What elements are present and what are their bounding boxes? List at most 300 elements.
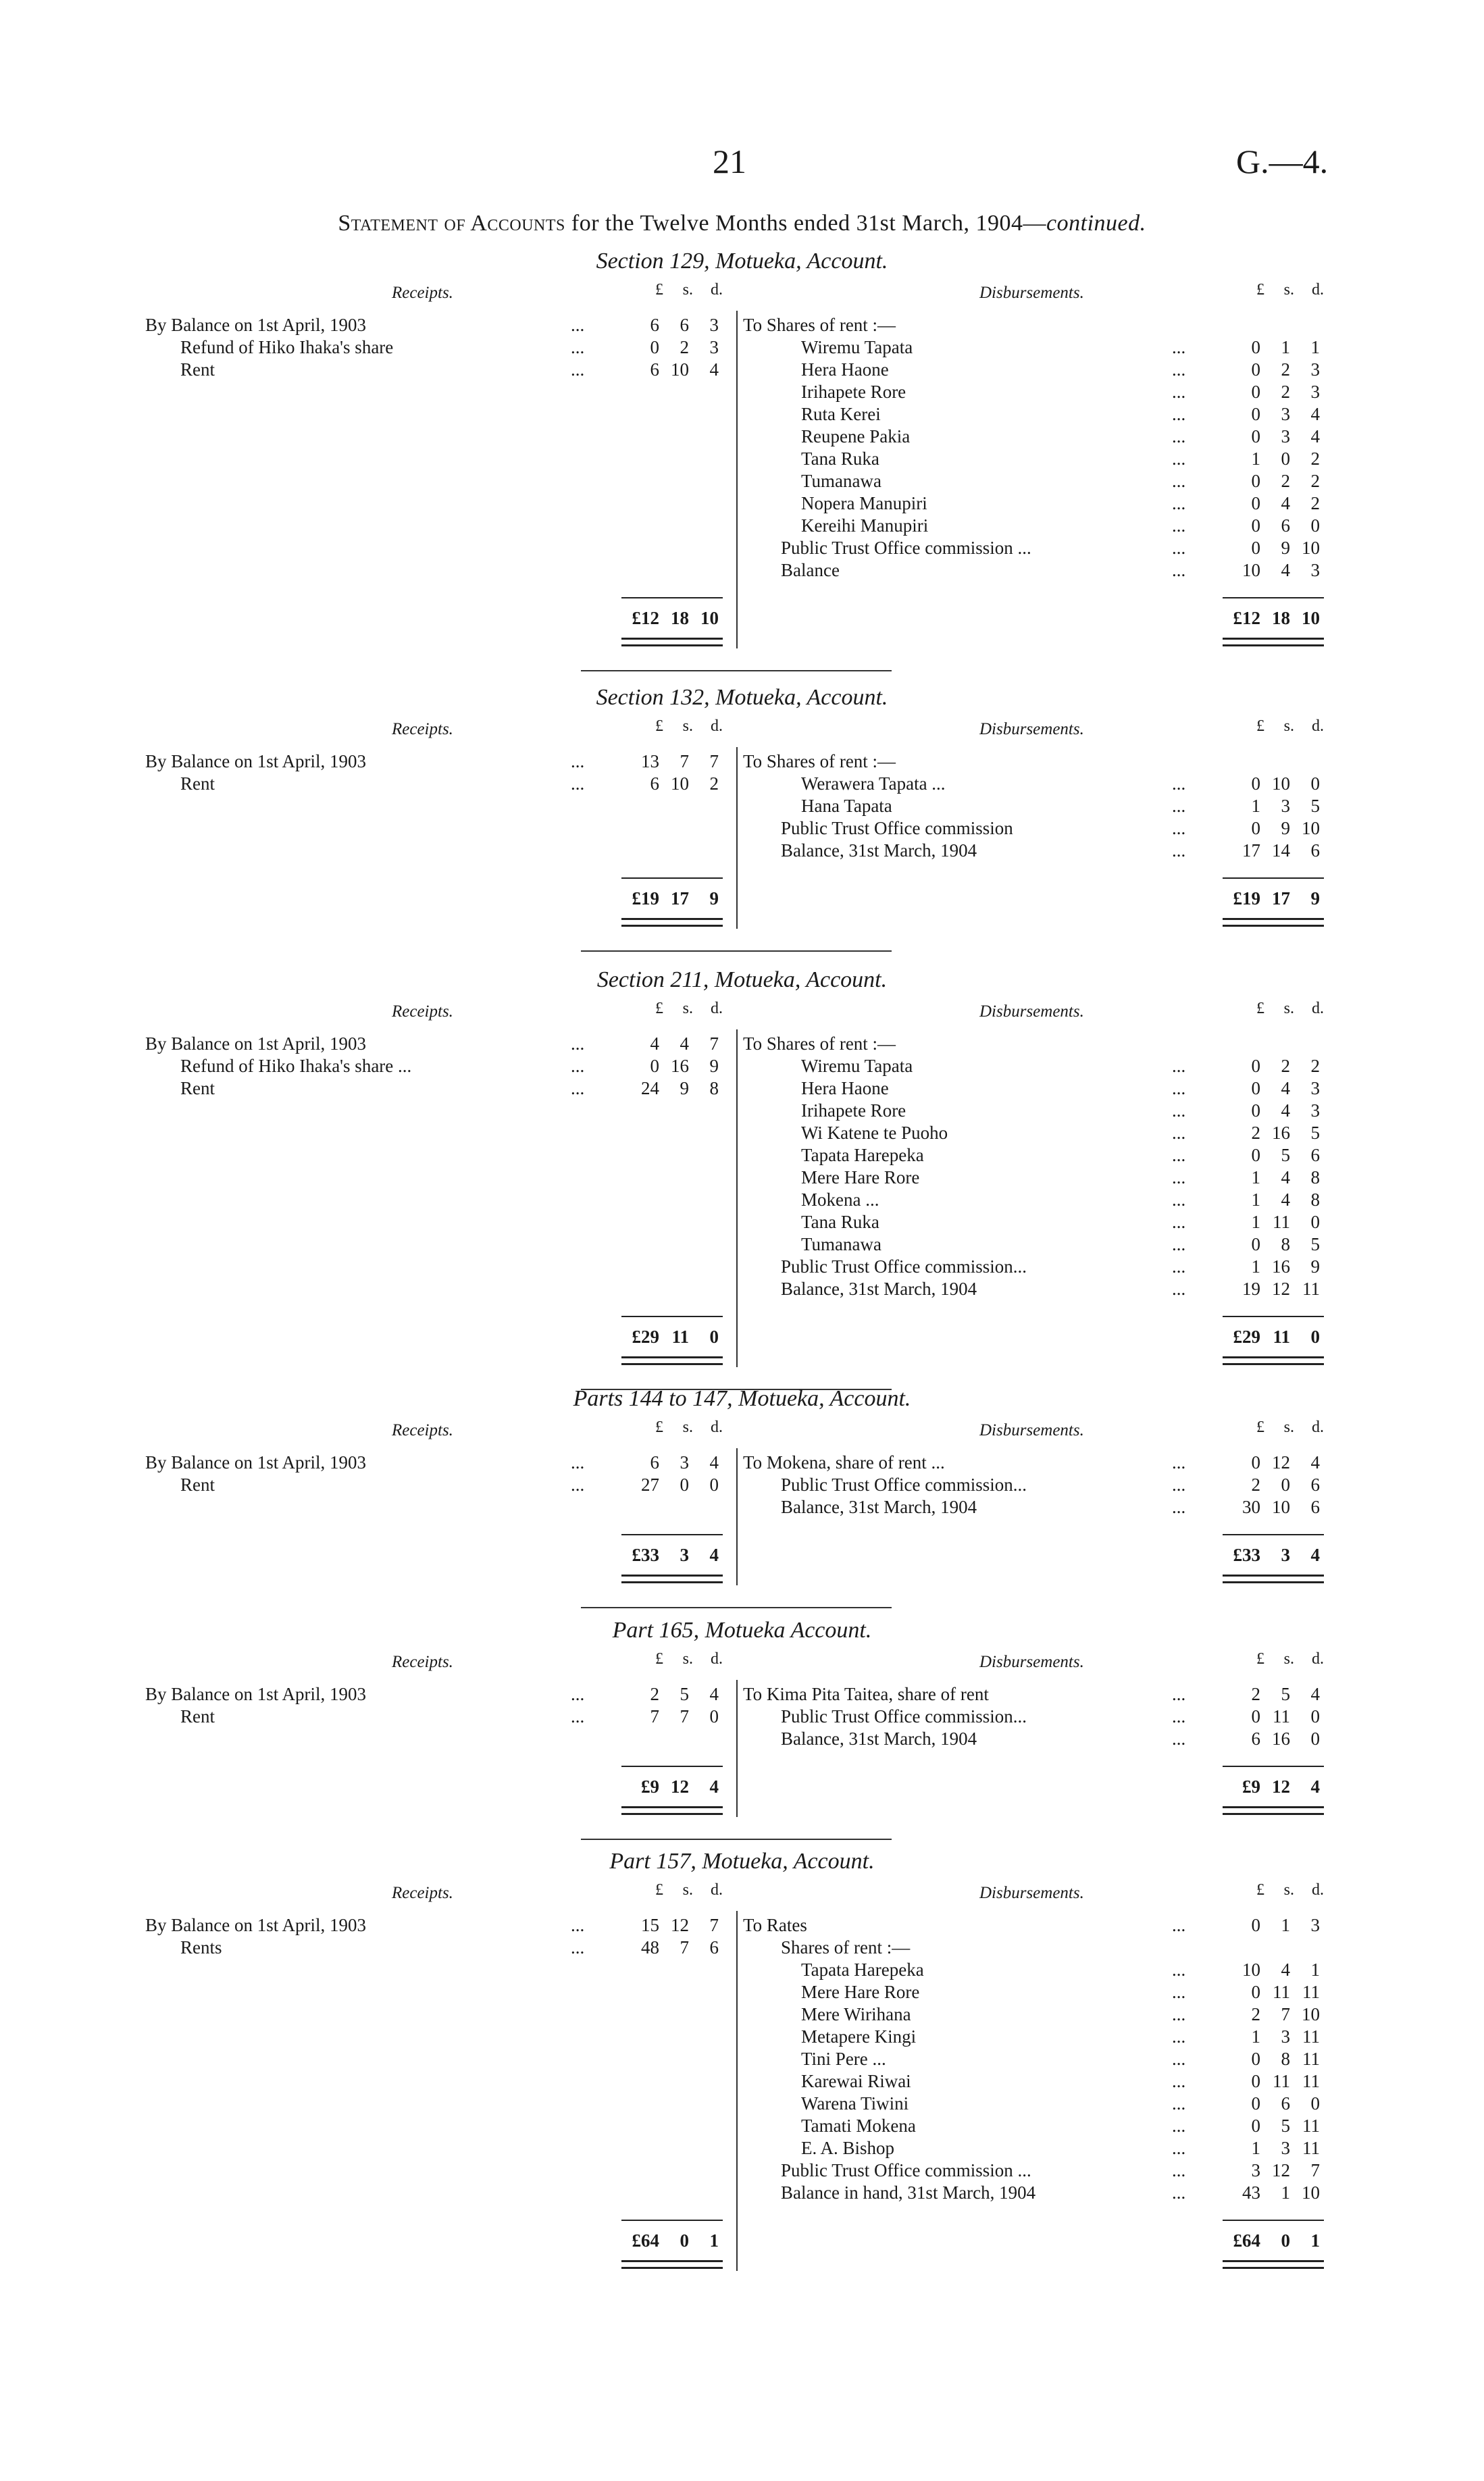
disbursement-amount bbox=[1225, 2070, 1320, 2093]
disbursement-amount bbox=[1225, 2137, 1320, 2159]
disbursements-subtotal-rule bbox=[1223, 1316, 1324, 1317]
receipts-heading: Receipts. bbox=[392, 1884, 453, 1902]
account-section bbox=[0, 1386, 1484, 1599]
disbursement-amount-pounds: 2 bbox=[1251, 1123, 1260, 1143]
disbursement-amount-pence: 9 bbox=[1310, 1256, 1320, 1277]
leader-dots: ... bbox=[1172, 493, 1186, 513]
disbursement-amount-pence: 3 bbox=[1310, 1100, 1320, 1121]
section-title: Part 165, Motueka Account. bbox=[612, 1618, 872, 1643]
disbursements-total-shillings: 0 bbox=[1281, 2230, 1290, 2251]
disbursement-amount-pence: 4 bbox=[1310, 1684, 1320, 1704]
receipts-currency-header bbox=[628, 717, 723, 736]
receipts-heading: Receipts. bbox=[392, 1421, 453, 1439]
disbursement-amount bbox=[1225, 2114, 1320, 2137]
section-separator bbox=[581, 1839, 892, 1840]
disbursements-total-pence: 4 bbox=[1310, 1545, 1320, 1565]
receipt-amount-pence: 4 bbox=[709, 1452, 719, 1473]
disbursement-amount bbox=[1225, 559, 1320, 582]
receipt-amount-pounds: 15 bbox=[641, 1915, 659, 1935]
disbursement-amount-pounds: 1 bbox=[1251, 1256, 1260, 1277]
disbursements-total-double-rule bbox=[1223, 1356, 1324, 1365]
receipts-heading: Receipts. bbox=[392, 720, 453, 738]
leader-dots: ... bbox=[1172, 1145, 1186, 1165]
receipts-total-pence: 0 bbox=[709, 1327, 719, 1347]
disbursements-total bbox=[1225, 1775, 1320, 1798]
receipt-amount bbox=[624, 772, 719, 795]
currency-pounds-label: £ bbox=[655, 281, 663, 299]
currency-pounds-label: £ bbox=[655, 1000, 663, 1017]
leader-dots: ... bbox=[571, 1078, 585, 1098]
disbursement-amount-pence: 5 bbox=[1310, 796, 1320, 816]
leader-dots: ... bbox=[1172, 1960, 1186, 1980]
receipt-amount-pence: 6 bbox=[709, 1937, 719, 1958]
receipt-amount bbox=[624, 1451, 719, 1474]
leader-dots: ... bbox=[1172, 1078, 1186, 1098]
disbursement-amount-shillings: 4 bbox=[1281, 1190, 1290, 1210]
column-divider bbox=[736, 1448, 738, 1585]
disbursement-amount bbox=[1225, 839, 1320, 862]
currency-pounds-label: £ bbox=[1256, 717, 1264, 735]
disbursements-currency-header bbox=[1229, 1000, 1324, 1018]
disbursement-amount-pounds: 0 bbox=[1251, 382, 1260, 402]
disbursement-amount-pounds: 17 bbox=[1242, 840, 1260, 861]
disbursement-amount bbox=[1225, 1121, 1320, 1144]
receipts-total-pence: 10 bbox=[700, 608, 719, 628]
disbursement-amount bbox=[1225, 1166, 1320, 1189]
receipt-label: By Balance on 1st April, 1903 bbox=[145, 751, 366, 771]
column-divider bbox=[736, 311, 738, 648]
disbursement-amount-shillings: 11 bbox=[1273, 1212, 1290, 1232]
currency-pence-label: d. bbox=[711, 1881, 723, 1899]
disbursement-amount-pence: 11 bbox=[1302, 1279, 1320, 1299]
leader-dots: ... bbox=[1172, 1234, 1186, 1254]
receipt-amount-shillings: 7 bbox=[680, 1706, 689, 1727]
disbursement-amount-shillings: 3 bbox=[1281, 2138, 1290, 2158]
receipts-total-shillings: 11 bbox=[671, 1327, 689, 1347]
disbursement-amount-pounds: 0 bbox=[1251, 337, 1260, 357]
receipts-total-pence: 4 bbox=[709, 1545, 719, 1565]
leader-dots: ... bbox=[1172, 2138, 1186, 2158]
disbursements-total-pounds: £19 bbox=[1233, 888, 1260, 909]
disbursement-amount bbox=[1225, 1144, 1320, 1167]
receipt-amount-pence: 4 bbox=[709, 1684, 719, 1704]
disbursement-label: Tini Pere ... bbox=[801, 2049, 886, 2069]
disbursements-total-double-rule bbox=[1223, 2260, 1324, 2269]
receipt-amount bbox=[624, 1936, 719, 1959]
disbursements-total-pence: 10 bbox=[1302, 608, 1320, 628]
disbursement-amount-shillings: 4 bbox=[1281, 1960, 1290, 1980]
leader-dots: ... bbox=[1172, 2071, 1186, 2091]
leader-dots: ... bbox=[1172, 1684, 1186, 1704]
receipts-currency-header bbox=[628, 1000, 723, 1018]
disbursement-amount-shillings: 8 bbox=[1281, 1234, 1290, 1254]
receipt-amount-shillings: 5 bbox=[680, 1684, 689, 1704]
disbursement-amount bbox=[1225, 447, 1320, 470]
disbursement-amount bbox=[1225, 1705, 1320, 1728]
disbursement-label: To Mokena, share of rent ... bbox=[743, 1452, 945, 1473]
leader-dots: ... bbox=[1172, 426, 1186, 446]
disbursement-label: Tamati Mokena bbox=[801, 2116, 916, 2136]
disbursement-amount-pounds: 43 bbox=[1242, 2182, 1260, 2203]
leader-dots: ... bbox=[1172, 404, 1186, 424]
disbursements-currency-header bbox=[1229, 1881, 1324, 1899]
disbursement-amount-pence: 11 bbox=[1302, 1982, 1320, 2002]
receipt-amount bbox=[624, 1705, 719, 1728]
disbursement-amount bbox=[1225, 536, 1320, 559]
disbursement-amount-shillings: 3 bbox=[1281, 404, 1290, 424]
disbursement-amount-pounds: 0 bbox=[1251, 471, 1260, 491]
leader-dots: ... bbox=[1172, 2004, 1186, 2024]
disbursement-amount bbox=[1225, 1233, 1320, 1256]
receipts-currency-header bbox=[628, 281, 723, 299]
disbursements-total-double-rule bbox=[1223, 1806, 1324, 1815]
disbursement-amount-shillings: 1 bbox=[1281, 2182, 1290, 2203]
receipt-amount-shillings: 0 bbox=[680, 1475, 689, 1495]
receipts-total-pounds: £12 bbox=[632, 608, 659, 628]
leader-dots: ... bbox=[571, 1033, 585, 1054]
leader-dots: ... bbox=[571, 1915, 585, 1935]
receipt-amount-pence: 7 bbox=[709, 1033, 719, 1054]
receipt-amount-pounds: 7 bbox=[650, 1706, 659, 1727]
receipts-total-shillings: 18 bbox=[671, 608, 689, 628]
receipts-heading: Receipts. bbox=[392, 284, 453, 302]
receipt-amount-pence: 7 bbox=[709, 751, 719, 771]
disbursement-amount-pence: 1 bbox=[1310, 337, 1320, 357]
receipts-total bbox=[624, 607, 719, 630]
receipts-heading: Receipts. bbox=[392, 1653, 453, 1671]
disbursement-label: Tumanawa bbox=[801, 471, 881, 491]
leader-dots: ... bbox=[1172, 382, 1186, 402]
page-reference: G.—4. bbox=[1236, 143, 1329, 180]
disbursement-amount-pounds: 6 bbox=[1251, 1729, 1260, 1749]
receipt-label: Rent bbox=[180, 1475, 215, 1495]
receipts-total-shillings: 0 bbox=[680, 2230, 689, 2251]
receipts-total-pence: 4 bbox=[709, 1776, 719, 1797]
disbursement-label: Public Trust Office commission... bbox=[781, 1256, 1027, 1277]
disbursement-amount-pence: 10 bbox=[1302, 538, 1320, 558]
receipt-amount-shillings: 6 bbox=[680, 315, 689, 335]
disbursement-amount bbox=[1225, 358, 1320, 381]
receipt-amount-pounds: 13 bbox=[641, 751, 659, 771]
disbursement-amount bbox=[1225, 425, 1320, 448]
receipt-label: Rent bbox=[180, 359, 215, 380]
leader-dots: ... bbox=[1172, 1167, 1186, 1187]
receipts-total bbox=[624, 2229, 719, 2252]
disbursement-label: Tana Ruka bbox=[801, 1212, 879, 1232]
leader-dots: ... bbox=[1172, 359, 1186, 380]
leader-dots: ... bbox=[1172, 1100, 1186, 1121]
disbursement-amount-shillings: 3 bbox=[1281, 796, 1290, 816]
disbursements-heading: Disbursements. bbox=[979, 1421, 1084, 1439]
leader-dots: ... bbox=[1172, 773, 1186, 794]
disbursement-amount bbox=[1225, 1958, 1320, 1981]
disbursement-amount-pounds: 1 bbox=[1251, 1212, 1260, 1232]
disbursement-amount-pence: 4 bbox=[1310, 1452, 1320, 1473]
disbursements-currency-header bbox=[1229, 717, 1324, 736]
disbursement-amount-pounds: 0 bbox=[1251, 1145, 1260, 1165]
leader-dots: ... bbox=[1172, 538, 1186, 558]
disbursement-amount bbox=[1225, 313, 1320, 336]
disbursement-amount bbox=[1225, 794, 1320, 817]
disbursement-amount-pounds: 0 bbox=[1251, 2093, 1260, 2114]
receipt-label: Rents bbox=[180, 1937, 222, 1958]
disbursement-amount-shillings: 10 bbox=[1272, 1497, 1290, 1517]
section-separator bbox=[581, 950, 892, 952]
leader-dots: ... bbox=[571, 1475, 585, 1495]
disbursement-label: Tapata Harepeka bbox=[801, 1960, 924, 1980]
disbursement-amount bbox=[1225, 2159, 1320, 2182]
leader-dots: ... bbox=[1172, 471, 1186, 491]
disbursement-label: Public Trust Office commission... bbox=[781, 1475, 1027, 1495]
receipt-amount-shillings: 12 bbox=[671, 1915, 689, 1935]
disbursement-amount-pounds: 0 bbox=[1251, 426, 1260, 446]
receipt-label: By Balance on 1st April, 1903 bbox=[145, 1915, 366, 1935]
disbursements-total-pence: 0 bbox=[1310, 1327, 1320, 1347]
leader-dots: ... bbox=[571, 773, 585, 794]
leader-dots: ... bbox=[1172, 2049, 1186, 2069]
receipt-amount bbox=[624, 1914, 719, 1937]
receipts-total bbox=[624, 1543, 719, 1566]
disbursements-total-pence: 4 bbox=[1310, 1776, 1320, 1797]
leader-dots: ... bbox=[571, 315, 585, 335]
receipts-total-shillings: 3 bbox=[680, 1545, 689, 1565]
receipt-amount-shillings: 7 bbox=[680, 1937, 689, 1958]
disbursement-label: Tana Ruka bbox=[801, 449, 879, 469]
receipts-total-double-rule bbox=[621, 918, 723, 927]
disbursement-label: Irihapete Rore bbox=[801, 382, 906, 402]
receipt-amount-pounds: 6 bbox=[650, 315, 659, 335]
currency-pounds-label: £ bbox=[1256, 1650, 1264, 1668]
disbursement-amount-shillings: 9 bbox=[1281, 538, 1290, 558]
receipt-amount-shillings: 3 bbox=[680, 1452, 689, 1473]
disbursements-total-shillings: 17 bbox=[1272, 888, 1290, 909]
receipt-amount-pounds: 48 bbox=[641, 1937, 659, 1958]
section-title: Section 132, Motueka, Account. bbox=[596, 685, 888, 710]
disbursement-amount-pence: 11 bbox=[1302, 2026, 1320, 2047]
disbursement-amount-pounds: 0 bbox=[1251, 1234, 1260, 1254]
disbursement-amount-shillings: 4 bbox=[1281, 560, 1290, 580]
disbursement-amount-shillings: 1 bbox=[1281, 1915, 1290, 1935]
disbursement-label: Hana Tapata bbox=[801, 796, 892, 816]
disbursements-total-pence: 1 bbox=[1310, 2230, 1320, 2251]
disbursement-amount-pence: 6 bbox=[1310, 1475, 1320, 1495]
disbursement-label: Wiremu Tapata bbox=[801, 337, 913, 357]
leader-dots: ... bbox=[571, 1056, 585, 1076]
disbursement-amount-shillings: 6 bbox=[1281, 2093, 1290, 2114]
disbursement-amount bbox=[1225, 1914, 1320, 1937]
leader-dots: ... bbox=[1172, 840, 1186, 861]
currency-shillings-label: s. bbox=[1283, 1000, 1294, 1017]
receipts-total-pounds: £29 bbox=[632, 1327, 659, 1347]
disbursement-label: Public Trust Office commission bbox=[781, 818, 1013, 838]
disbursement-amount bbox=[1225, 380, 1320, 403]
disbursement-amount bbox=[1225, 1451, 1320, 1474]
disbursement-amount bbox=[1225, 1255, 1320, 1278]
receipt-amount-pence: 9 bbox=[709, 1056, 719, 1076]
disbursements-total-pounds: £29 bbox=[1233, 1327, 1260, 1347]
section-title: Section 129, Motueka, Account. bbox=[596, 249, 888, 274]
leader-dots: ... bbox=[1172, 1212, 1186, 1232]
disbursement-label: Warena Tiwini bbox=[801, 2093, 909, 2114]
disbursements-total-pounds: £12 bbox=[1233, 608, 1260, 628]
disbursement-amount-pounds: 0 bbox=[1251, 1056, 1260, 1076]
disbursement-amount bbox=[1225, 750, 1320, 773]
account-section bbox=[0, 1849, 1484, 2284]
receipts-total-double-rule bbox=[621, 1356, 723, 1365]
disbursement-amount-pence: 11 bbox=[1302, 2138, 1320, 2158]
disbursement-amount bbox=[1225, 1032, 1320, 1055]
page-number: 21 bbox=[713, 143, 746, 180]
disbursement-amount-shillings: 4 bbox=[1281, 493, 1290, 513]
disbursement-amount-shillings: 16 bbox=[1272, 1729, 1290, 1749]
disbursement-amount-pounds: 0 bbox=[1251, 2071, 1260, 2091]
disbursements-total bbox=[1225, 1325, 1320, 1348]
disbursement-amount-pence: 4 bbox=[1310, 426, 1320, 446]
disbursement-amount-shillings: 10 bbox=[1272, 773, 1290, 794]
disbursements-total bbox=[1225, 887, 1320, 910]
disbursement-amount-pounds: 0 bbox=[1251, 1078, 1260, 1098]
receipt-label: By Balance on 1st April, 1903 bbox=[145, 315, 366, 335]
receipt-label: Refund of Hiko Ihaka's share bbox=[180, 337, 394, 357]
receipts-total bbox=[624, 887, 719, 910]
disbursement-amount-pounds: 30 bbox=[1242, 1497, 1260, 1517]
disbursement-amount-pence: 1 bbox=[1310, 1960, 1320, 1980]
statement-title bbox=[0, 211, 1484, 236]
receipt-amount-shillings: 9 bbox=[680, 1078, 689, 1098]
receipt-label: By Balance on 1st April, 1903 bbox=[145, 1452, 366, 1473]
disbursement-amount-pence: 0 bbox=[1310, 1212, 1320, 1232]
receipts-total bbox=[624, 1325, 719, 1348]
disbursement-amount-pence: 0 bbox=[1310, 515, 1320, 536]
leader-dots: ... bbox=[571, 1452, 585, 1473]
disbursement-amount-pence: 6 bbox=[1310, 840, 1320, 861]
leader-dots: ... bbox=[571, 359, 585, 380]
disbursement-amount-shillings: 8 bbox=[1281, 2049, 1290, 2069]
disbursement-amount bbox=[1225, 1495, 1320, 1518]
leader-dots: ... bbox=[1172, 515, 1186, 536]
disbursement-amount-pounds: 0 bbox=[1251, 1915, 1260, 1935]
disbursement-amount-shillings: 11 bbox=[1273, 1982, 1290, 2002]
account-section bbox=[0, 1618, 1484, 1831]
receipt-amount-shillings: 10 bbox=[671, 773, 689, 794]
disbursement-label: Public Trust Office commission ... bbox=[781, 538, 1031, 558]
disbursement-label: Mere Hare Rore bbox=[801, 1167, 920, 1187]
leader-dots: ... bbox=[1172, 1123, 1186, 1143]
currency-shillings-label: s. bbox=[682, 281, 693, 299]
receipt-amount-pounds: 27 bbox=[641, 1475, 659, 1495]
receipt-amount-shillings: 4 bbox=[680, 1033, 689, 1054]
disbursement-amount-pounds: 1 bbox=[1251, 1190, 1260, 1210]
disbursements-total-pounds: £9 bbox=[1242, 1776, 1260, 1797]
disbursement-amount-pence: 2 bbox=[1310, 449, 1320, 469]
title-middle: for the Twelve Months ended 31st March, 1904— bbox=[565, 211, 1047, 236]
title-prefix: Statement of Accounts bbox=[338, 211, 565, 236]
disbursement-amount-shillings: 2 bbox=[1281, 471, 1290, 491]
receipt-amount-pounds: 0 bbox=[650, 337, 659, 357]
disbursements-subtotal-rule bbox=[1223, 877, 1324, 879]
receipt-amount-pounds: 6 bbox=[650, 773, 659, 794]
disbursement-amount-pounds: 1 bbox=[1251, 1167, 1260, 1187]
disbursement-amount bbox=[1225, 2047, 1320, 2070]
disbursements-total-shillings: 12 bbox=[1272, 1776, 1290, 1797]
leader-dots: ... bbox=[1172, 1982, 1186, 2002]
disbursement-amount-shillings: 11 bbox=[1273, 2071, 1290, 2091]
column-divider bbox=[736, 1029, 738, 1367]
receipts-total-shillings: 17 bbox=[671, 888, 689, 909]
receipts-subtotal-rule bbox=[621, 877, 723, 879]
receipt-row bbox=[145, 1683, 618, 1706]
disbursement-amount-pounds: 0 bbox=[1251, 515, 1260, 536]
disbursement-amount-pounds: 3 bbox=[1251, 2160, 1260, 2180]
disbursement-amount-pounds: 0 bbox=[1251, 2049, 1260, 2069]
disbursements-heading: Disbursements. bbox=[979, 284, 1084, 302]
disbursement-amount-pounds: 0 bbox=[1251, 773, 1260, 794]
receipt-label: By Balance on 1st April, 1903 bbox=[145, 1033, 366, 1054]
receipt-label: Refund of Hiko Ihaka's share ... bbox=[180, 1056, 412, 1076]
disbursement-amount-pence: 2 bbox=[1310, 1056, 1320, 1076]
leader-dots: ... bbox=[571, 751, 585, 771]
receipt-amount bbox=[624, 336, 719, 359]
disbursement-amount-shillings: 14 bbox=[1272, 840, 1290, 861]
disbursement-label: Balance, 31st March, 1904 bbox=[781, 1497, 977, 1517]
receipts-total-pounds: £9 bbox=[641, 1776, 659, 1797]
disbursement-amount bbox=[1225, 2092, 1320, 2115]
currency-pence-label: d. bbox=[1312, 281, 1324, 299]
receipts-total bbox=[624, 1775, 719, 1798]
disbursement-amount bbox=[1225, 514, 1320, 537]
currency-shillings-label: s. bbox=[682, 1418, 693, 1436]
currency-pence-label: d. bbox=[1312, 1650, 1324, 1668]
currency-pounds-label: £ bbox=[655, 1881, 663, 1899]
leader-dots: ... bbox=[1172, 1497, 1186, 1517]
disbursement-amount-pounds: 2 bbox=[1251, 1475, 1260, 1495]
disbursement-amount-pounds: 0 bbox=[1251, 818, 1260, 838]
disbursement-amount-pence: 10 bbox=[1302, 2004, 1320, 2024]
receipt-amount bbox=[624, 750, 719, 773]
disbursements-subtotal-rule bbox=[1223, 1534, 1324, 1535]
currency-pence-label: d. bbox=[1312, 1881, 1324, 1899]
currency-shillings-label: s. bbox=[682, 1000, 693, 1017]
disbursement-label: To Shares of rent :— bbox=[743, 751, 896, 771]
disbursement-amount-pounds: 1 bbox=[1251, 796, 1260, 816]
disbursement-amount bbox=[1225, 403, 1320, 426]
currency-pence-label: d. bbox=[1312, 717, 1324, 735]
disbursement-amount-shillings: 4 bbox=[1281, 1100, 1290, 1121]
disbursements-total-pounds: £33 bbox=[1233, 1545, 1260, 1565]
disbursement-amount bbox=[1225, 1980, 1320, 2003]
receipt-amount-pence: 0 bbox=[709, 1475, 719, 1495]
receipts-total-double-rule bbox=[621, 1806, 723, 1815]
disbursements-total-pounds: £64 bbox=[1233, 2230, 1260, 2251]
disbursements-currency-header bbox=[1229, 281, 1324, 299]
section-separator bbox=[581, 670, 892, 671]
disbursement-amount-shillings: 2 bbox=[1281, 359, 1290, 380]
receipt-amount-pounds: 2 bbox=[650, 1684, 659, 1704]
currency-shillings-label: s. bbox=[682, 1650, 693, 1668]
disbursement-amount-pounds: 0 bbox=[1251, 1100, 1260, 1121]
disbursement-amount-pounds: 0 bbox=[1251, 1706, 1260, 1727]
receipts-subtotal-rule bbox=[621, 2220, 723, 2221]
receipts-total-double-rule bbox=[621, 2260, 723, 2269]
disbursement-amount-pence: 8 bbox=[1310, 1190, 1320, 1210]
receipts-currency-header bbox=[628, 1881, 723, 1899]
disbursement-amount-pence: 0 bbox=[1310, 773, 1320, 794]
currency-pounds-label: £ bbox=[1256, 1881, 1264, 1899]
disbursement-amount-shillings: 2 bbox=[1281, 1056, 1290, 1076]
disbursement-amount-pence: 11 bbox=[1302, 2071, 1320, 2091]
leader-dots: ... bbox=[1172, 1279, 1186, 1299]
leader-dots: ... bbox=[1172, 2116, 1186, 2136]
